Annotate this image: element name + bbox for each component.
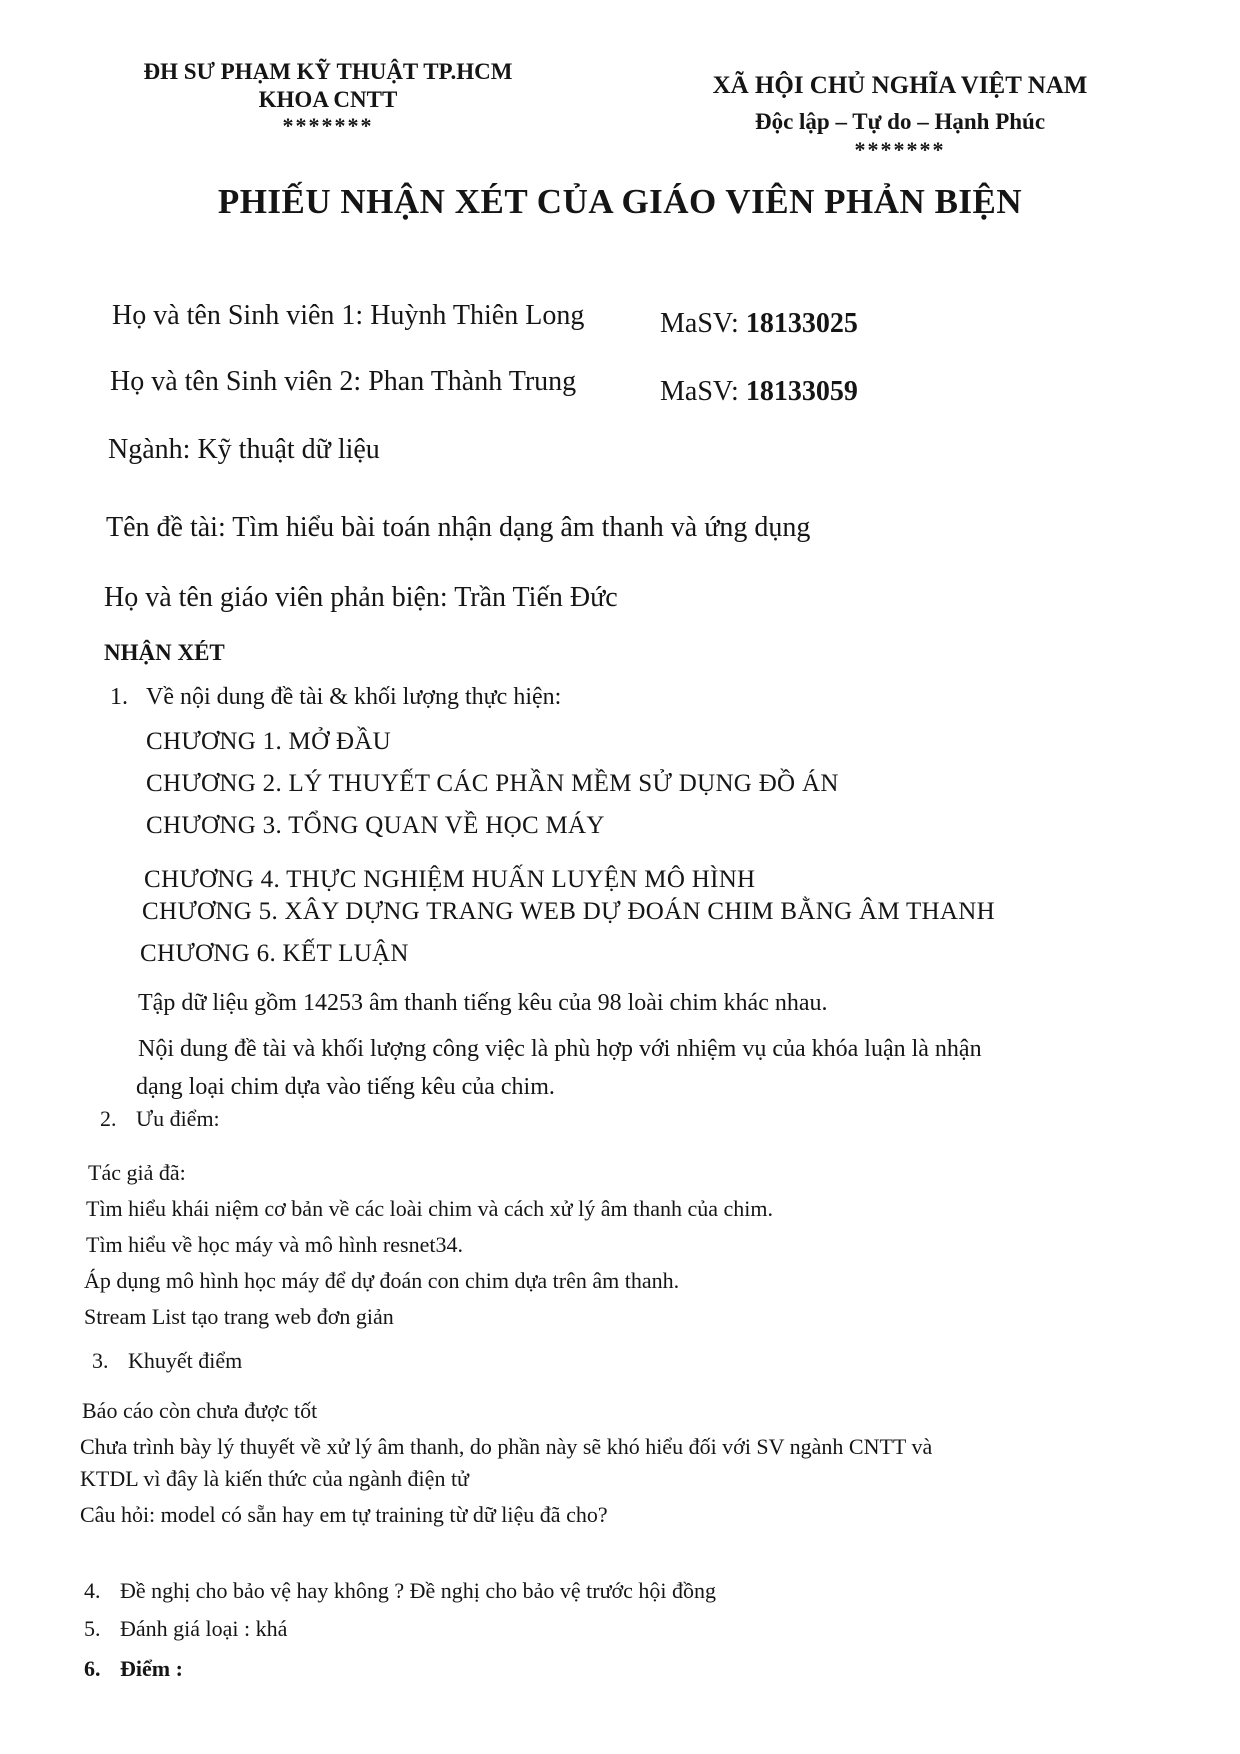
reviewer-row (104, 582, 618, 614)
rating: Đánh giá loại : khá (120, 1616, 288, 1641)
student2-id: 18133059 (745, 376, 858, 407)
student2-id-row (660, 376, 858, 408)
university-name: ĐH SƯ PHẠM KỸ THUẬT TP.HCM (143, 59, 513, 84)
reviewer-value: Trần Tiến Đức (454, 582, 618, 613)
faculty-name: KHOA CNTT (258, 86, 398, 112)
section2-number: 2. (100, 1106, 117, 1131)
student1-id-row (660, 308, 858, 340)
strength-line: Áp dụng mô hình học máy để dự đoán con chim dựa trên âm thanh. (84, 1268, 680, 1293)
section1-title: Về nội dung đề tài & khối lượng thực hiện: (146, 684, 562, 710)
strength-line: Tìm hiểu khái niệm cơ bản về các loài chim và cách xử lý âm thanh của chim. (86, 1196, 773, 1221)
student1-id: 18133025 (745, 308, 858, 339)
student1-id-label: MaSV: (660, 308, 739, 339)
header-left (108, 58, 548, 140)
chapter-item: CHƯƠNG 6. KẾT LUẬN (140, 940, 409, 967)
section3-title: Khuyết điểm (128, 1348, 243, 1373)
strength-line: Tác giả đã: (88, 1160, 186, 1185)
student2-name: Phan Thành Trung (368, 366, 577, 397)
header-right (640, 70, 1160, 165)
page-title: PHIẾU NHẬN XÉT CỦA GIÁO VIÊN PHẢN BIỆN (217, 182, 1023, 221)
section2-title: Ưu điểm: (136, 1106, 220, 1131)
section4-number: 4. (84, 1578, 101, 1603)
comments-heading: NHẬN XÉT (104, 640, 225, 665)
strength-line: Tìm hiểu về học máy và mô hình resnet34. (86, 1232, 463, 1257)
student1-name: Huỳnh Thiên Long (370, 300, 585, 331)
defense-recommendation: Đề nghị cho bảo vệ hay không ? Đề nghị cho bảo vệ trước hội đồng (120, 1578, 717, 1603)
major-value: Kỹ thuật dữ liệu (197, 434, 380, 465)
header-left-stars: ******* (282, 113, 374, 139)
major-row (108, 434, 380, 466)
chapter-item: CHƯƠNG 1. MỞ ĐẦU (146, 728, 392, 755)
section1-title-row (110, 684, 561, 711)
weakness-line: Báo cáo còn chưa được tốt (82, 1398, 318, 1423)
header-right-stars: ******* (854, 137, 946, 163)
question-line: Câu hỏi: model có sẵn hay em tự training từ dữ liệu đã cho? (80, 1502, 608, 1527)
topic-label: Tên đề tài: (106, 512, 226, 543)
section3-number: 3. (92, 1348, 109, 1373)
chapter-item: CHƯƠNG 4. THỰC NGHIỆM HUẤN LUYỆN MÔ HÌNH (144, 866, 756, 893)
student1-row (112, 300, 584, 332)
section3-title-row (92, 1348, 242, 1374)
strength-line: Stream List tạo trang web đơn giản (84, 1304, 394, 1329)
chapter-item: CHƯƠNG 2. LÝ THUYẾT CÁC PHẦN MỀM SỬ DỤNG ĐỒ ÁN (146, 770, 839, 797)
student2-id-label: MaSV: (660, 376, 739, 407)
dataset-description: Tập dữ liệu gồm 14253 âm thanh tiếng kêu của 98 loài chim khác nhau. (138, 990, 828, 1016)
score-label: Điểm : (120, 1656, 183, 1681)
section1-number: 1. (110, 684, 128, 710)
section5-row (84, 1616, 287, 1642)
reviewer-label: Họ và tên giáo viên phản biện: (104, 582, 448, 613)
weakness-line: KTDL vì đây là kiến thức của ngành điện tử (80, 1466, 469, 1491)
national-motto: Độc lập – Tự do – Hạnh Phúc (754, 108, 1046, 134)
student1-label: Họ và tên Sinh viên 1: (112, 300, 364, 331)
national-name: XÃ HỘI CHỦ NGHĨA VIỆT NAM (712, 72, 1088, 99)
section5-number: 5. (84, 1616, 101, 1641)
section4-row (84, 1578, 716, 1604)
chapter-item: CHƯƠNG 5. XÂY DỰNG TRANG WEB DỰ ĐOÁN CHIM BẰNG ÂM THANH (142, 898, 995, 925)
student2-row (110, 366, 576, 398)
section6-row (84, 1656, 183, 1682)
topic-value: Tìm hiểu bài toán nhận dạng âm thanh và ứng dụng (232, 512, 811, 543)
summary-line-2: dạng loại chim dựa vào tiếng kêu của chim. (136, 1074, 555, 1100)
major-label: Ngành: (108, 434, 191, 465)
weakness-line: Chưa trình bày lý thuyết về xử lý âm thanh, do phần này sẽ khó hiểu đối với SV ngành CNTT và (80, 1434, 933, 1459)
topic-row (106, 512, 810, 544)
student2-label: Họ và tên Sinh viên 2: (110, 366, 362, 397)
chapter-item: CHƯƠNG 3. TỔNG QUAN VỀ HỌC MÁY (146, 812, 605, 839)
summary-line-1: Nội dung đề tài và khối lượng công việc là phù hợp với nhiệm vụ của khóa luận là nhận (138, 1036, 982, 1062)
section6-number: 6. (84, 1656, 101, 1681)
section2-title-row (100, 1106, 220, 1132)
